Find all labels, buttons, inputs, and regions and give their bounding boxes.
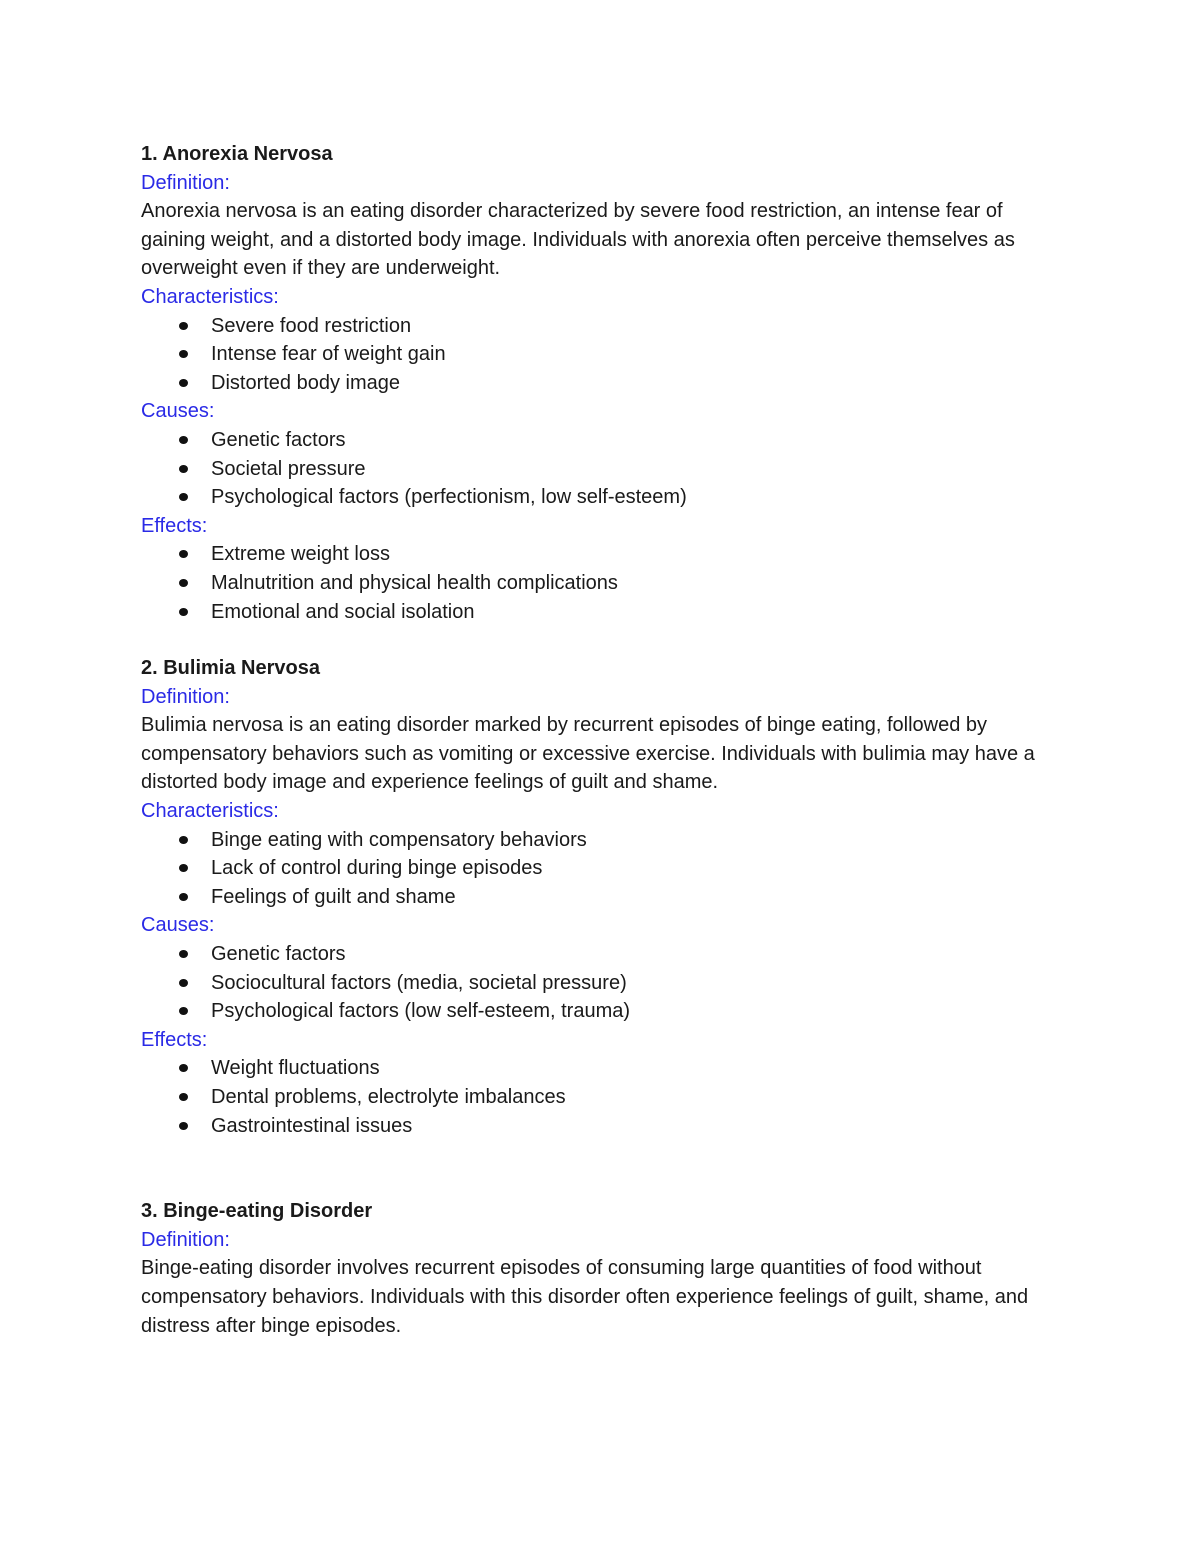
list-item-text: Gastrointestinal issues xyxy=(211,1114,413,1137)
list-item-text: Sociocultural factors (media, societal pressure) xyxy=(211,971,627,994)
list-item xyxy=(211,540,1071,569)
definition-text: Anorexia nervosa is an eating disorder characterized by severe food restriction, an intense fear of gaining weight, and a distorted body image. Individuals with anorexia often perceive themselves as overweight even if they are underweight. xyxy=(141,200,1015,280)
bullet-dot-icon xyxy=(179,550,188,558)
effects-list xyxy=(141,540,1071,626)
bullet-dot-icon xyxy=(179,1093,188,1101)
list-item-text: Genetic factors xyxy=(211,428,346,451)
bullet-dot-icon xyxy=(179,950,188,958)
list-item xyxy=(211,854,1071,883)
list-item-text: Genetic factors xyxy=(211,943,346,966)
effects-list xyxy=(141,1054,1071,1140)
list-item xyxy=(211,883,1071,912)
bullet-dot-icon xyxy=(179,1064,188,1072)
definition-label: Definition: xyxy=(141,1228,230,1251)
list-item xyxy=(211,598,1071,627)
list-item xyxy=(211,969,1071,998)
bullet-dot-icon xyxy=(179,893,188,901)
list-item-text: Binge eating with compensatory behaviors xyxy=(211,828,587,851)
list-item xyxy=(211,340,1071,369)
bullet-dot-icon xyxy=(179,350,188,358)
list-item xyxy=(211,940,1071,969)
list-item-text: Psychological factors (perfectionism, low self-esteem) xyxy=(211,486,687,509)
list-item-text: Severe food restriction xyxy=(211,314,412,337)
list-item-text: Dental problems, electrolyte imbalances xyxy=(211,1086,566,1108)
bullet-dot-icon xyxy=(179,864,188,872)
characteristics-list xyxy=(141,312,1071,398)
list-item xyxy=(211,997,1071,1026)
characteristics-label: Characteristics: xyxy=(141,800,279,823)
list-item xyxy=(211,455,1071,484)
bullet-dot-icon xyxy=(179,465,188,473)
list-item xyxy=(211,569,1071,598)
bullet-dot-icon xyxy=(179,379,188,387)
causes-label: Causes: xyxy=(141,914,215,937)
causes-label: Causes: xyxy=(141,400,215,423)
list-item-text: Societal pressure xyxy=(211,457,366,480)
effects-label: Effects: xyxy=(141,514,208,537)
section-title: 1. Anorexia Nervosa xyxy=(141,143,333,165)
list-item-text: Lack of control during binge episodes xyxy=(211,857,543,880)
list-item xyxy=(211,426,1071,455)
bullet-dot-icon xyxy=(179,493,188,501)
causes-list xyxy=(141,940,1071,1026)
characteristics-label: Characteristics: xyxy=(141,285,279,308)
bullet-dot-icon xyxy=(179,579,188,587)
bullet-dot-icon xyxy=(179,436,188,444)
list-item-text: Distorted body image xyxy=(211,371,400,394)
definition-label: Definition: xyxy=(141,171,230,194)
list-item xyxy=(211,483,1071,512)
list-item-text: Malnutrition and physical health complications xyxy=(211,571,618,594)
list-item xyxy=(211,826,1071,855)
bullet-dot-icon xyxy=(179,979,188,987)
list-item xyxy=(211,1112,1071,1141)
section-spacer xyxy=(141,626,1071,654)
section-title: 2. Bulimia Nervosa xyxy=(141,657,320,680)
bullet-dot-icon xyxy=(179,608,188,616)
characteristics-list xyxy=(141,826,1071,912)
bullet-dot-icon xyxy=(179,322,188,330)
list-item xyxy=(211,1054,1071,1083)
bullet-dot-icon xyxy=(179,1122,188,1130)
causes-list xyxy=(141,426,1071,512)
list-item-text: Psychological factors (low self-esteem, trauma) xyxy=(211,1000,631,1023)
bullet-dot-icon xyxy=(179,1007,188,1015)
section-binge-eating xyxy=(141,1197,1071,1340)
list-item xyxy=(211,1083,1071,1112)
effects-label: Effects: xyxy=(141,1028,208,1051)
list-item xyxy=(211,312,1071,341)
section-spacer xyxy=(141,1140,1071,1197)
section-anorexia xyxy=(141,140,1071,626)
section-title: 3. Binge-eating Disorder xyxy=(141,1200,373,1223)
document-page xyxy=(141,140,1071,1340)
list-item xyxy=(211,369,1071,398)
list-item-text: Intense fear of weight gain xyxy=(211,343,446,366)
definition-label: Definition: xyxy=(141,685,230,708)
bullet-dot-icon xyxy=(179,836,188,844)
list-item-text: Extreme weight loss xyxy=(211,543,390,566)
definition-text: Binge-eating disorder involves recurrent episodes of consuming large quantities of food without compensatory behaviors. Individuals with this disorder often experience feelings of guilt, shame, and distress after binge episodes. xyxy=(141,1257,1029,1337)
list-item-text: Weight fluctuations xyxy=(211,1057,380,1080)
definition-text: Bulimia nervosa is an eating disorder marked by recurrent episodes of binge eating, followed by compensatory behaviors such as vomiting or excessive exercise. Individuals with bulimia may have a distorted body image and experience feelings of guilt and shame. xyxy=(141,714,1035,794)
list-item-text: Feelings of guilt and shame xyxy=(211,885,456,908)
section-bulimia xyxy=(141,654,1071,1140)
list-item-text: Emotional and social isolation xyxy=(211,600,475,623)
